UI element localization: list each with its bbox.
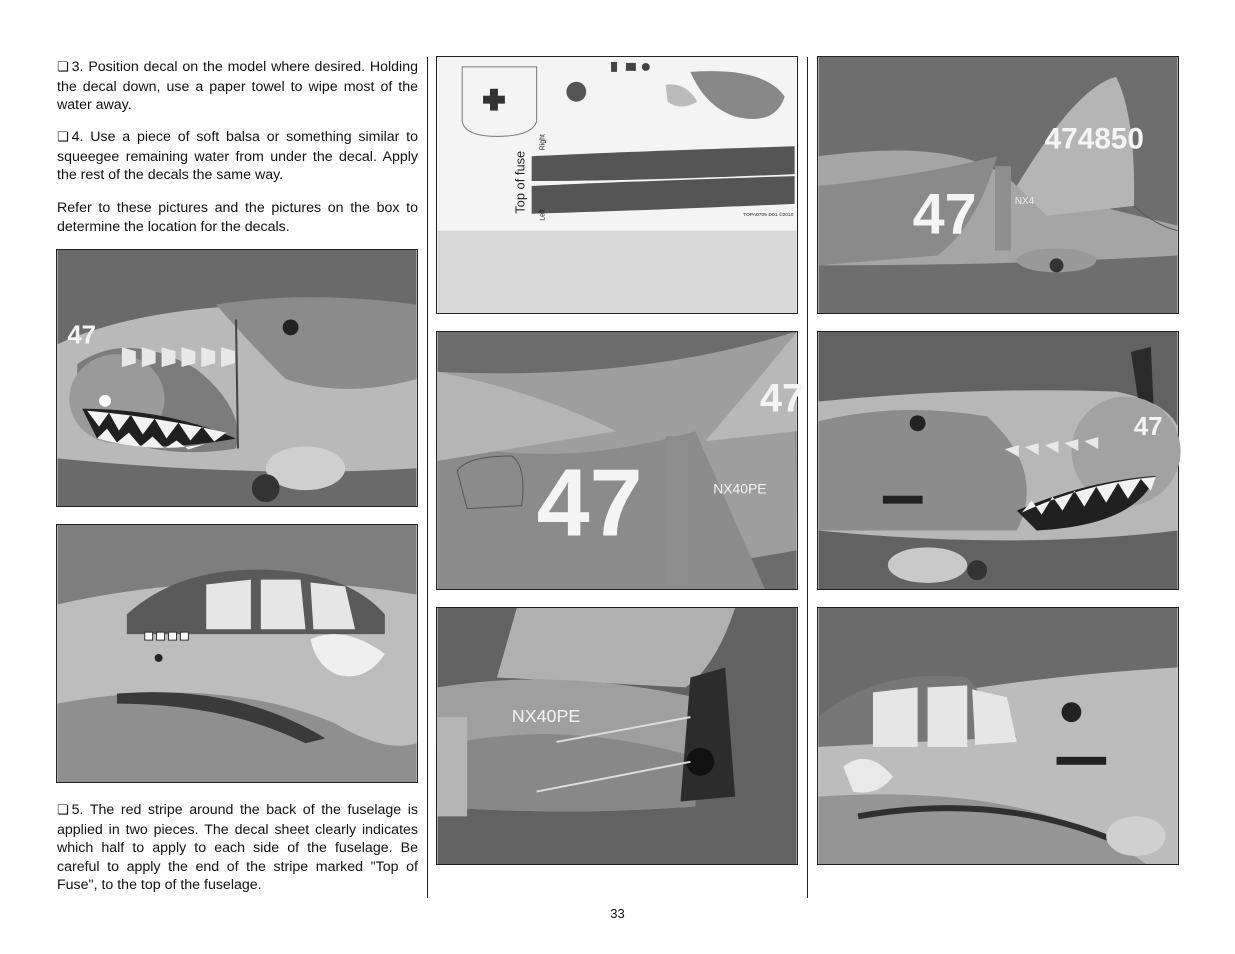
checkbox-icon: ❏ <box>57 803 69 818</box>
decal-number: 47 <box>67 321 97 350</box>
right-label: Right <box>539 134 547 151</box>
page-number: 33 <box>610 906 625 921</box>
photo-tail-left-side <box>436 331 805 590</box>
step-4-text: ❏ 4. Use a piece of soft balsa or something similar to squeegee remaining water from under the decal. Apply the rest of the decals the same way. <box>57 129 418 184</box>
fin-number: 47 <box>759 376 805 421</box>
step-3-text: ❏ 3. Position decal on the model where desired. Holding the decal down, use a paper towel to wipe most of the water away. <box>57 59 418 114</box>
fuselage-number: 47 <box>536 450 643 557</box>
refer-text: Refer to these pictures and the pictures on the box to determine the location for the decals. <box>57 200 418 235</box>
decal-number: 47 <box>1133 413 1163 442</box>
checkbox-icon: ❏ <box>57 130 69 145</box>
sheet-code: TOPA0705 D01 ©2010 <box>743 212 794 218</box>
tail-serial: 474850 <box>1044 122 1144 156</box>
column-divider <box>427 57 428 898</box>
step-5-text: ❏ 5. The red stripe around the back of the fuselage is applied in two pieces. The decal sheet clearly indicates which half to apply to each side of the fuselage. Be careful to apply the end of the stripe marked "Top of Fuse", to the top of the fuselage. <box>57 802 418 894</box>
registration: NX4 <box>1014 195 1035 207</box>
fuselage-number: 47 <box>912 182 977 247</box>
registration: NX40PE <box>511 706 581 727</box>
photo-nose-left-side <box>56 249 418 507</box>
photo-tail-right-side <box>817 56 1179 314</box>
registration: NX40PE <box>713 480 767 497</box>
checkbox-icon: ❏ <box>57 60 69 75</box>
photo-rudder-closeup <box>436 607 798 865</box>
column-divider <box>807 57 808 898</box>
left-label: Left <box>539 209 547 221</box>
photo-cockpit-right-side <box>817 607 1179 865</box>
top-of-fuse-label: Top of fuse <box>512 150 528 214</box>
photo-cockpit-left-side <box>56 524 418 783</box>
photo-decal-sheet <box>436 56 798 314</box>
photo-nose-right-side <box>817 331 1179 590</box>
